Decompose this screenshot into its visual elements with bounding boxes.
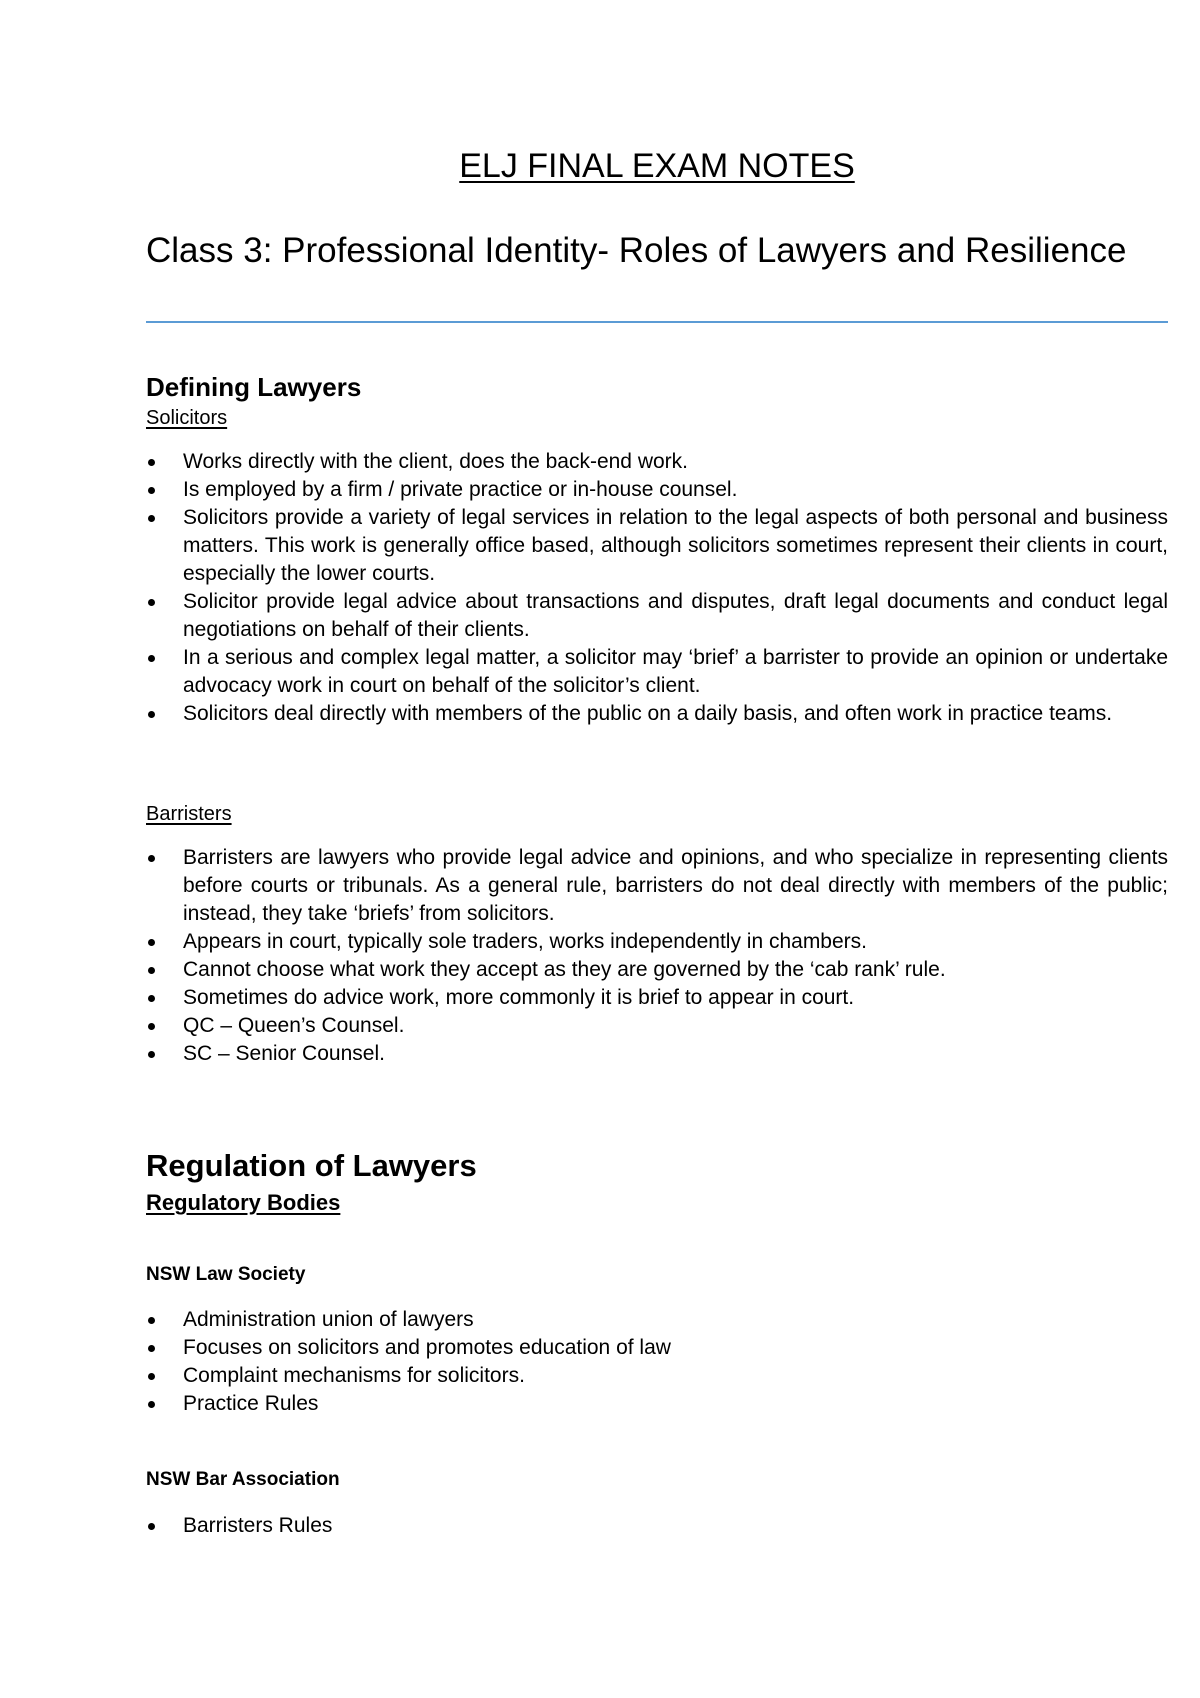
bullet-icon (148, 1373, 155, 1380)
list-item-text: Works directly with the client, does the back-end work. (183, 450, 688, 473)
list-item (146, 1512, 1168, 1540)
subheading-solicitors: Solicitors (146, 407, 228, 429)
heading-divider (146, 321, 1168, 323)
bullet-icon (148, 967, 155, 974)
list-item (146, 1334, 1168, 1362)
bullet-icon (148, 711, 155, 718)
subheading-barristers: Barristers (146, 803, 232, 825)
list-item-text: Appears in court, typically sole traders, works independently in chambers. (183, 930, 867, 953)
list-item (146, 1306, 1168, 1334)
list-item-text: Sometimes do advice work, more commonly it is brief to appear in court. (183, 986, 855, 1009)
list-item (146, 448, 1168, 476)
bullet-icon (148, 599, 155, 606)
list-item (146, 700, 1168, 728)
list-item-text: Is employed by a firm / private practice or in-house counsel. (183, 478, 738, 501)
list-item (146, 956, 1168, 984)
list-item-text: Administration union of lawyers (183, 1308, 474, 1331)
bullet-icon (148, 487, 155, 494)
bullet-icon (148, 459, 155, 466)
list-item-text: Solicitor provide legal advice about transactions and disputes, draft legal documents and conduct legal negotiations on behalf of their clients. (183, 590, 1168, 641)
list-item-text: Solicitors provide a variety of legal services in relation to the legal aspects of both personal and business matters. This work is generally office based, although solicitors sometimes represent their clients in court, especially the lower courts. (183, 506, 1168, 585)
list-item (146, 588, 1168, 644)
list-item-text: Focuses on solicitors and promotes education of law (183, 1336, 671, 1359)
bullet-icon (148, 1317, 155, 1324)
barristers-list (146, 844, 1168, 1068)
list-item (146, 476, 1168, 504)
section-heading-regulation: Regulation of Lawyers (146, 1148, 477, 1183)
bullet-icon (148, 655, 155, 662)
bullet-icon (148, 1051, 155, 1058)
list-item (146, 984, 1168, 1012)
list-item (146, 844, 1168, 928)
bullet-icon (148, 995, 155, 1002)
solicitors-list (146, 448, 1168, 728)
bullet-icon (148, 939, 155, 946)
list-item-text: SC – Senior Counsel. (183, 1042, 385, 1065)
bullet-icon (148, 1023, 155, 1030)
document-title: ELJ FINAL EXAM NOTES (459, 147, 855, 185)
list-item-text: Practice Rules (183, 1392, 319, 1415)
list-item-text: QC – Queen’s Counsel. (183, 1014, 405, 1037)
label-nsw-bar-association: NSW Bar Association (146, 1469, 340, 1490)
class-heading: Class 3: Professional Identity- Roles of Lawyers and Resilience (146, 231, 1127, 270)
list-item (146, 1040, 1168, 1068)
list-item-text: Cannot choose what work they accept as they are governed by the ‘cab rank’ rule. (183, 958, 946, 981)
list-item-text: Barristers are lawyers who provide legal advice and opinions, and who specialize in representing clients before courts or tribunals. As a general rule, barristers do not deal directly with members of the public; instead, they take ‘briefs’ from solicitors. (183, 846, 1168, 925)
bullet-icon (148, 1523, 155, 1530)
label-nsw-law-society: NSW Law Society (146, 1264, 306, 1285)
bar-association-list (146, 1512, 1168, 1540)
bullet-icon (148, 1345, 155, 1352)
bullet-icon (148, 1401, 155, 1408)
bullet-icon (148, 515, 155, 522)
list-item-text: Complaint mechanisms for solicitors. (183, 1364, 525, 1387)
list-item (146, 1012, 1168, 1040)
list-item-text: In a serious and complex legal matter, a solicitor may ‘brief’ a barrister to provide an opinion or undertake advocacy work in court on behalf of the solicitor’s client. (183, 646, 1168, 697)
law-society-list (146, 1306, 1168, 1418)
list-item (146, 928, 1168, 956)
list-item-text: Barristers Rules (183, 1514, 333, 1537)
subheading-regulatory-bodies: Regulatory Bodies (146, 1190, 341, 1215)
list-item-text: Solicitors deal directly with members of the public on a daily basis, and often work in practice teams. (183, 702, 1113, 725)
list-item (146, 644, 1168, 700)
section-heading-defining-lawyers: Defining Lawyers (146, 372, 362, 402)
list-item (146, 1390, 1168, 1418)
list-item (146, 1362, 1168, 1390)
list-item (146, 504, 1168, 588)
bullet-icon (148, 855, 155, 862)
